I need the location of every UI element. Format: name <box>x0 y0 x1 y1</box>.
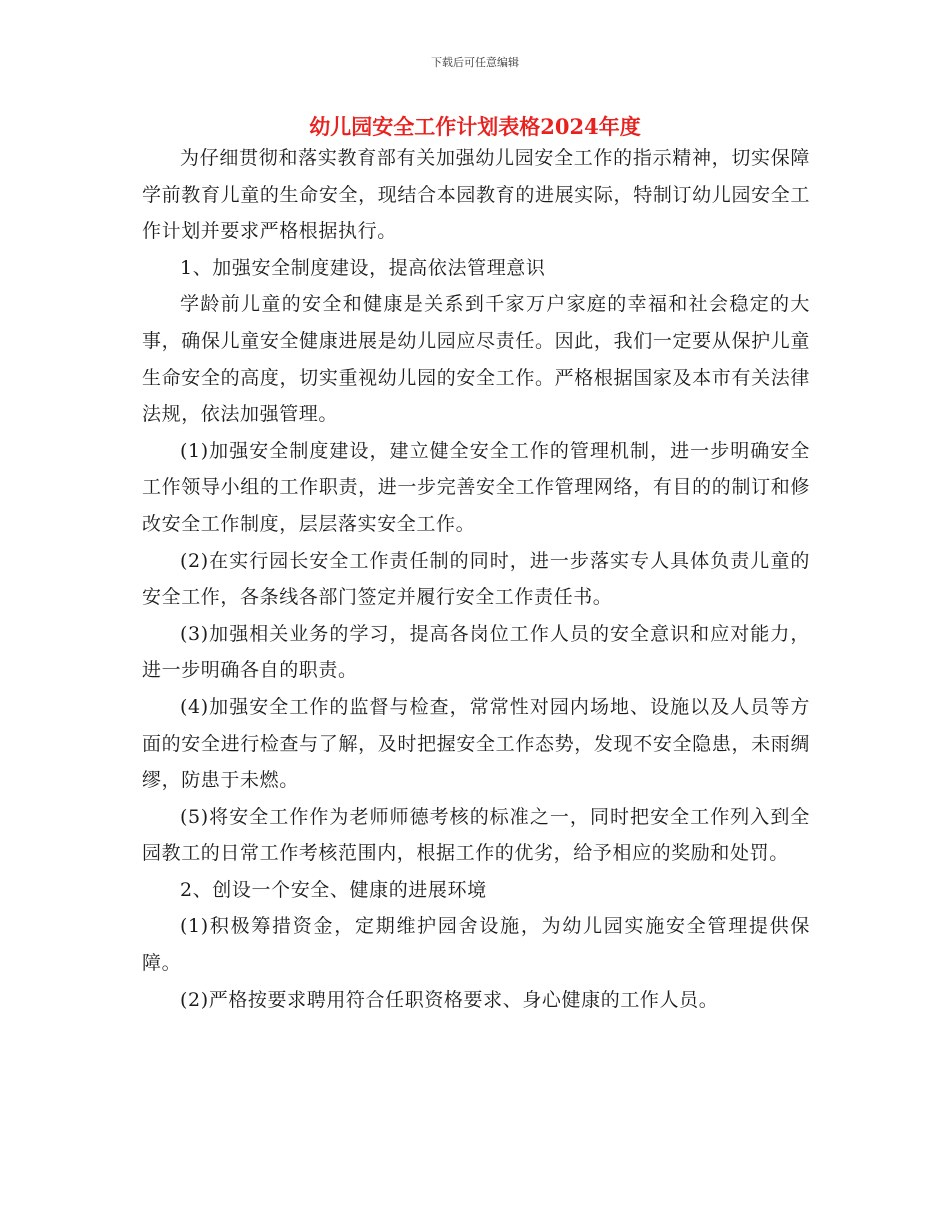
section-heading-1: 1、加强安全制度建设，提高依法管理意识 <box>180 256 546 279</box>
section-heading-2: 2、创设一个安全、健康的进展环境 <box>180 878 487 901</box>
list-item-2-2: (2)严格按要求聘用符合任职资格要求、身心健康的工作人员。 <box>180 988 719 1011</box>
intro-paragraph: 为仔细贯彻和落实教育部有关加强幼儿园安全工作的指示精神，切实保障学前教育儿童的生命安全，现结合本园教育的进展实际，特制订幼儿园安全工作计划并要求严格根据执行。 <box>142 147 810 243</box>
list-item-1-1: (1)加强安全制度建设，建立健全安全工作的管理机制，进一步明确安全工作领导小组的工作职责，进一步完善安全工作管理网络，有目的的制订和修改安全工作制度，层层落实安全工作。 <box>142 439 810 535</box>
document-body <box>142 140 810 1018</box>
list-item-1-4: (4)加强安全工作的监督与检查，常常性对园内场地、设施以及人员等方面的安全进行检查与了解，及时把握安全工作态势，发现不安全隐患，未雨绸缪，防患于未燃。 <box>142 695 810 792</box>
header-note: 下载后可任意编辑 <box>431 56 519 69</box>
list-item-2-1: (1)积极筹措资金，定期维护园舍设施，为幼儿园实施安全管理提供保障。 <box>142 915 810 975</box>
list-item-1-2: (2)在实行园长安全工作责任制的同时，进一步落实专人具体负责儿童的安全工作，各条线各部门签定并履行安全工作责任书。 <box>142 549 810 609</box>
document-title: 幼儿园安全工作计划表格2024年度 <box>309 114 641 139</box>
body-paragraph: 学龄前儿童的安全和健康是关系到千家万户家庭的幸福和社会稳定的大事，确保儿童安全健康进展是幼儿园应尽责任。因此，我们一定要从保护儿童生命安全的高度，切实重视幼儿园的安全工作。严格根据国家及本市有关法律法规，依法加强管理。 <box>142 293 810 426</box>
list-item-1-3: (3)加强相关业务的学习，提高各岗位工作人员的安全意识和应对能力，进一步明确各自的职责。 <box>142 622 810 682</box>
list-item-1-5: (5)将安全工作作为老师师德考核的标准之一，同时把安全工作列入到全园教工的日常工作考核范围内，根据工作的优劣，给予相应的奖励和处罚。 <box>142 805 810 865</box>
